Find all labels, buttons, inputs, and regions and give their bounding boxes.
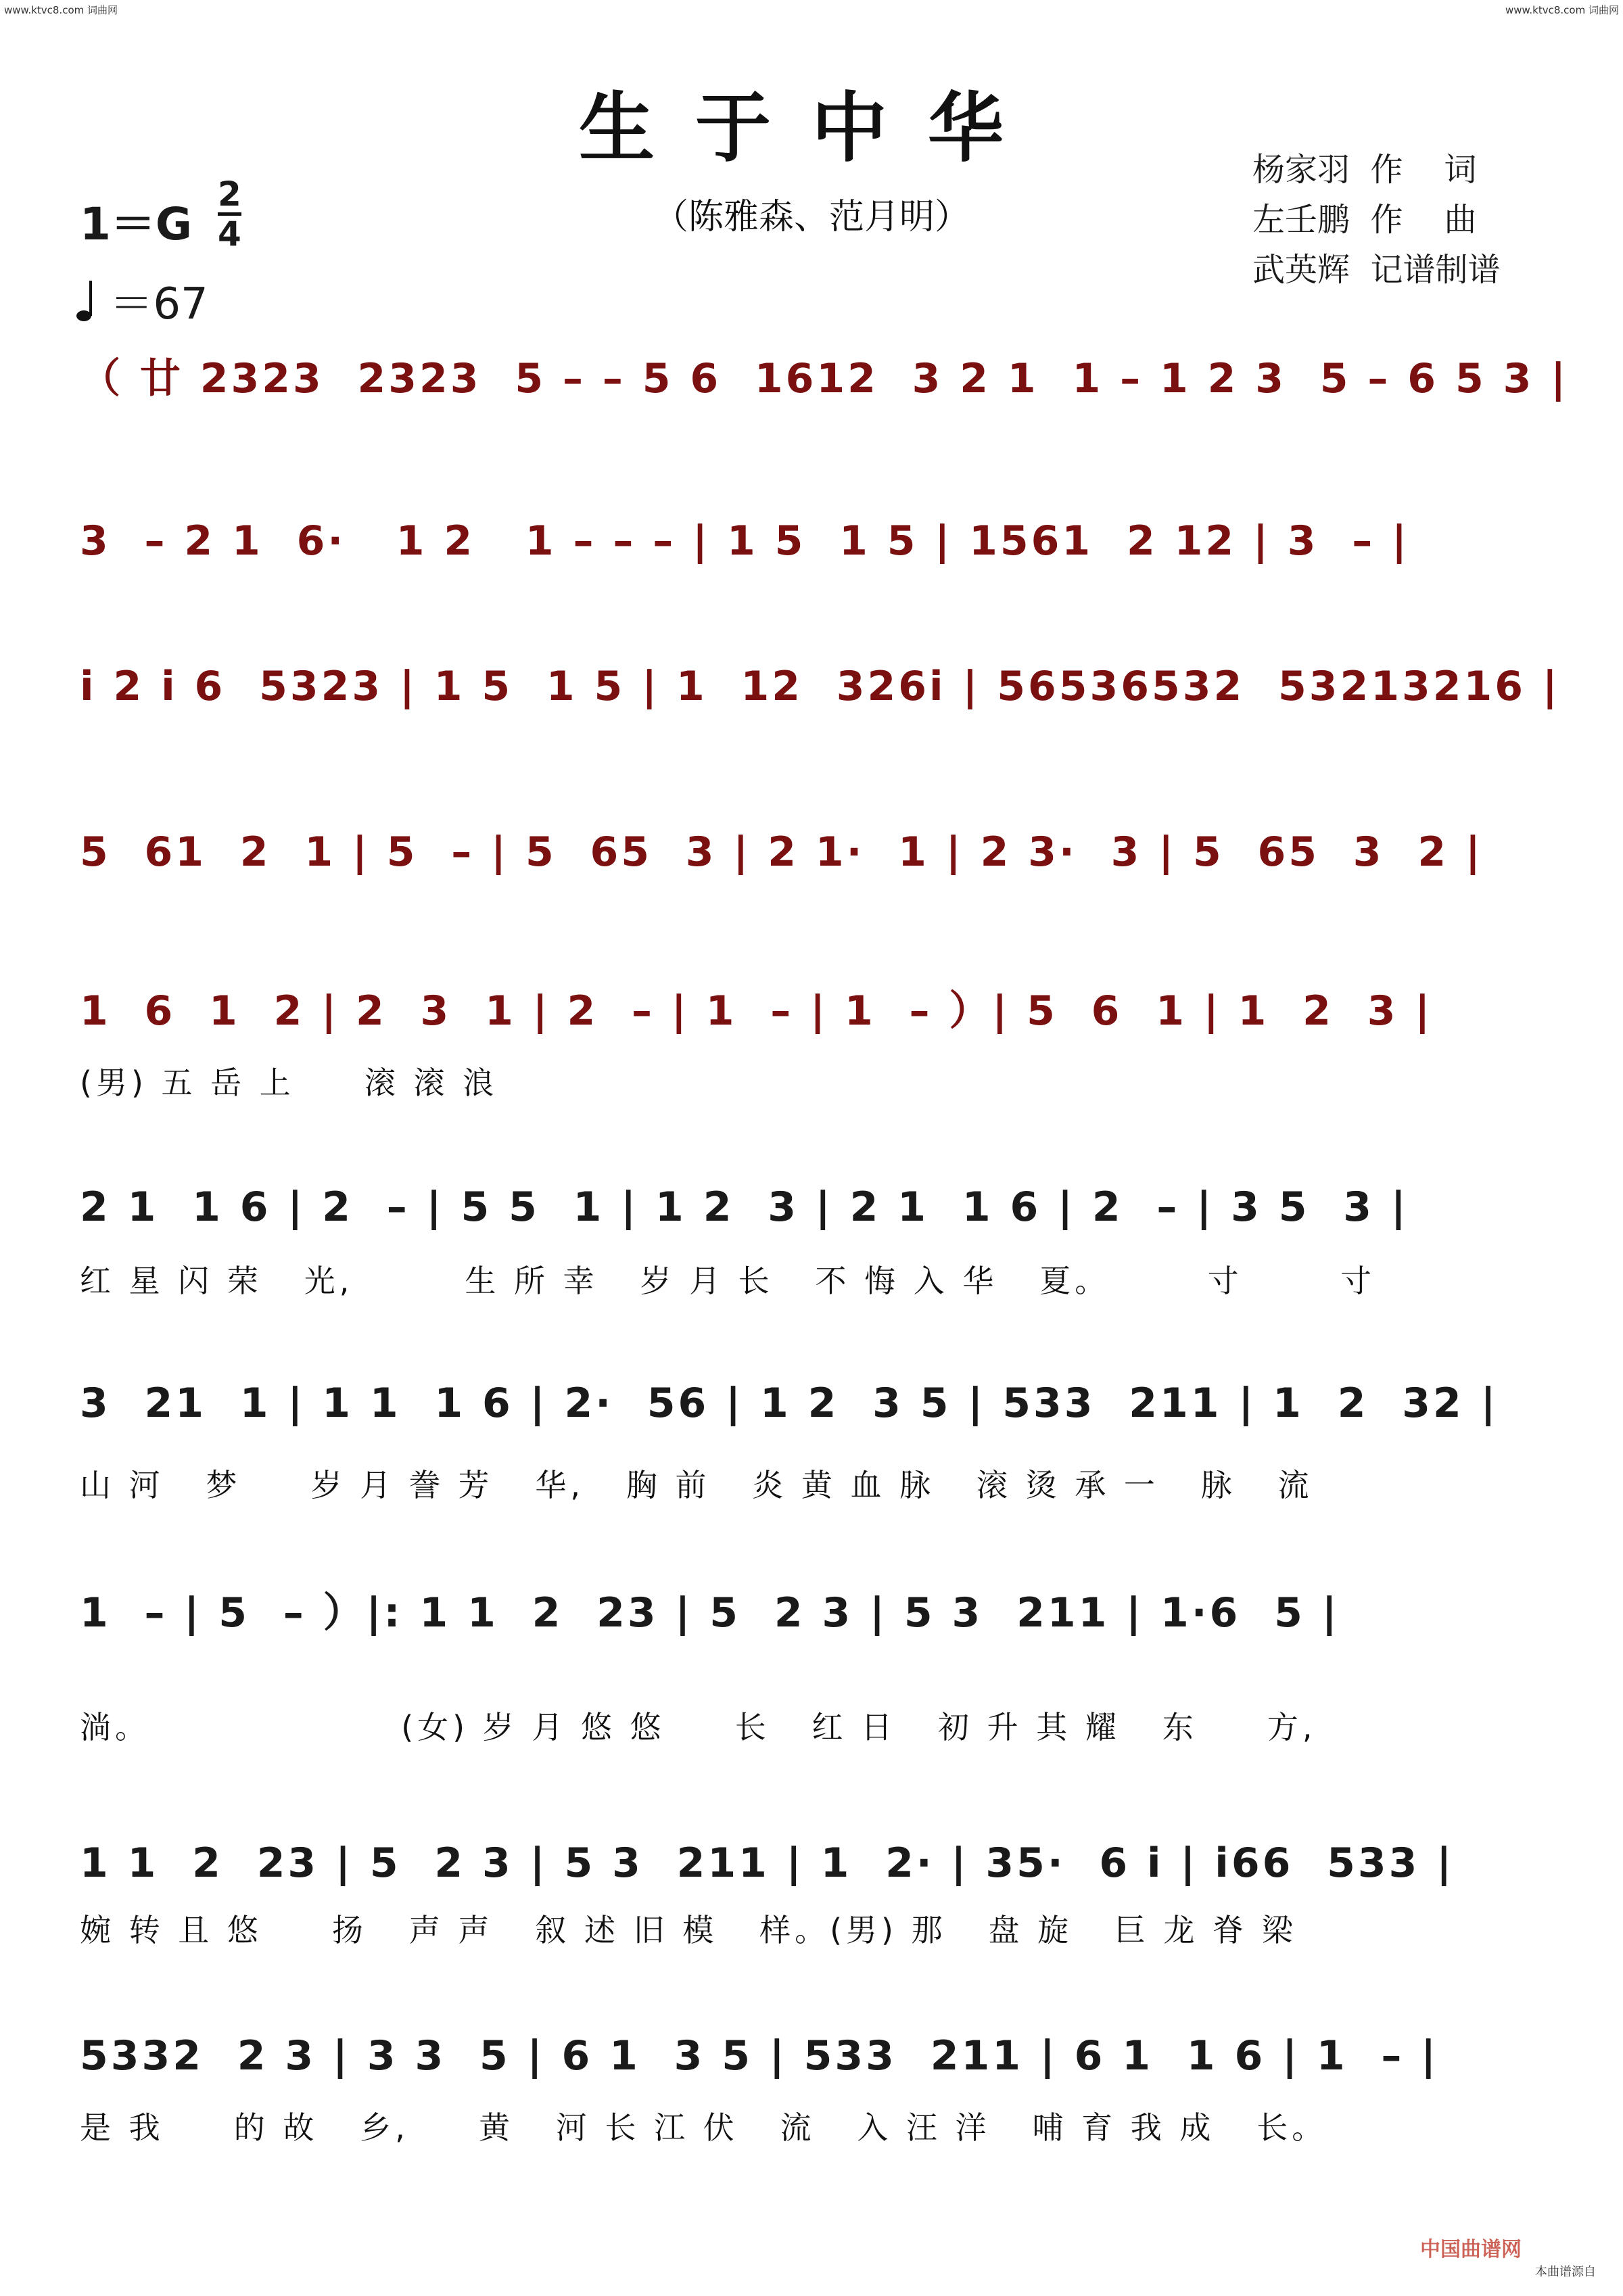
lyrics-line-1: (男) 五 岳 上 滚 滚 浪	[80, 1064, 498, 1101]
notation-numbers: 1 1 2 23 | 5 2 3 | 5 3 211 | 1 2· | 35· 6 i | i66 533 |	[80, 1840, 1455, 1887]
notation-line-intro-2	[80, 504, 1547, 605]
site-watermark-left: www.ktvc8.com 词曲网	[4, 4, 118, 16]
notation-line-intro-3	[80, 649, 1560, 751]
credit-transcriber: 武英辉 记谱制谱	[1252, 251, 1501, 289]
notation-line-intro-4	[80, 815, 1547, 916]
credits	[1252, 145, 1501, 295]
credit-lyricist: 杨家羽 作 词	[1252, 151, 1477, 189]
meter-top: 2	[218, 174, 241, 214]
notation-line-intro-1	[80, 342, 1569, 443]
notation-line-2	[80, 1366, 1547, 1468]
singers: （陈雅森、范月明）	[653, 197, 970, 237]
notation-line-3	[80, 1576, 1547, 1677]
notation-numbers: 3 – 2 1 6· 1 2 1 – – – | 1 5 1 5 | 1561 2 12 | 3 – |	[80, 517, 1410, 565]
lyrics-line-3: 山 河 梦 岁 月 誊 芳 华, 胸 前 炎 黄 血 脉 滚 烫 承 一 脉 流	[80, 1467, 1313, 1503]
site-watermark-right: www.ktvc8.com 词曲网	[1505, 4, 1619, 16]
lyrics-line-5: 婉 转 且 悠 扬 声 声 叙 述 旧 模 样。(男) 那 盘 旋 巨 龙 脊 梁	[80, 1912, 1297, 1948]
credit-composer: 左壬鹏 作 曲	[1252, 201, 1477, 239]
key-signature: 1＝G	[80, 198, 193, 250]
source-note: 本曲谱源自	[1535, 2265, 1596, 2279]
notation-numbers: 3 21 1 | 1 1 1 6 | 2· 56 | 1 2 3 5 | 533 211 | 1 2 32 |	[80, 1380, 1499, 1427]
tempo-marking	[76, 269, 208, 333]
notation-numbers: （ 廿 2323 2323 5 – – 5 6 1612 3 2 1 1 – 1 2 3 5 – 6 5 3 |	[80, 355, 1569, 402]
song-title: 生于中华	[579, 84, 1044, 172]
notation-numbers: 5 61 2 1 | 5 – | 5 65 3 | 2 1· 1 | 2 3· 3 | 5 65 3 2 |	[80, 828, 1483, 876]
time-signature	[218, 174, 241, 254]
site-logo: 中国曲谱网	[1420, 2238, 1522, 2262]
lyrics-line-2: 红 星 闪 荣 光, 生 所 幸 岁 月 长 不 悔 入 华 夏。 寸 寸	[80, 1263, 1375, 1299]
meter-bottom: 4	[218, 214, 241, 254]
notation-numbers: 2 1 1 6 | 2 – | 5 5 1 | 1 2 3 | 2 1 1 6 | 2 – | 3 5 3 |	[80, 1184, 1409, 1231]
notation-numbers: 1 6 1 2 | 2 3 1 | 2 – | 1 – | 1 – ）| 5 6 1 | 1 2 3 |	[80, 987, 1433, 1035]
lyrics-line-4: 淌。 (女) 岁 月 悠 悠 长 红 日 初 升 其 耀 东 方,	[80, 1709, 1317, 1746]
quarter-note-icon	[76, 279, 96, 333]
notation-numbers: i 2 i 6 5323 | 1 5 1 5 | 1 12 326i | 56536532 53213216 |	[80, 663, 1560, 710]
notation-numbers: 5332 2 3 | 3 3 5 | 6 1 3 5 | 533 211 | 6 1 1 6 | 1 – |	[80, 2032, 1439, 2080]
tempo-value: ＝67	[110, 279, 208, 329]
lyrics-line-6: 是 我 的 故 乡, 黄 河 长 江 伏 流 入 汪 洋 哺 育 我 成 长。	[80, 2109, 1327, 2146]
notation-numbers: 1 – | 5 – ）|: 1 1 2 23 | 5 2 3 | 5 3 211 | 1·6 5 |	[80, 1589, 1340, 1637]
